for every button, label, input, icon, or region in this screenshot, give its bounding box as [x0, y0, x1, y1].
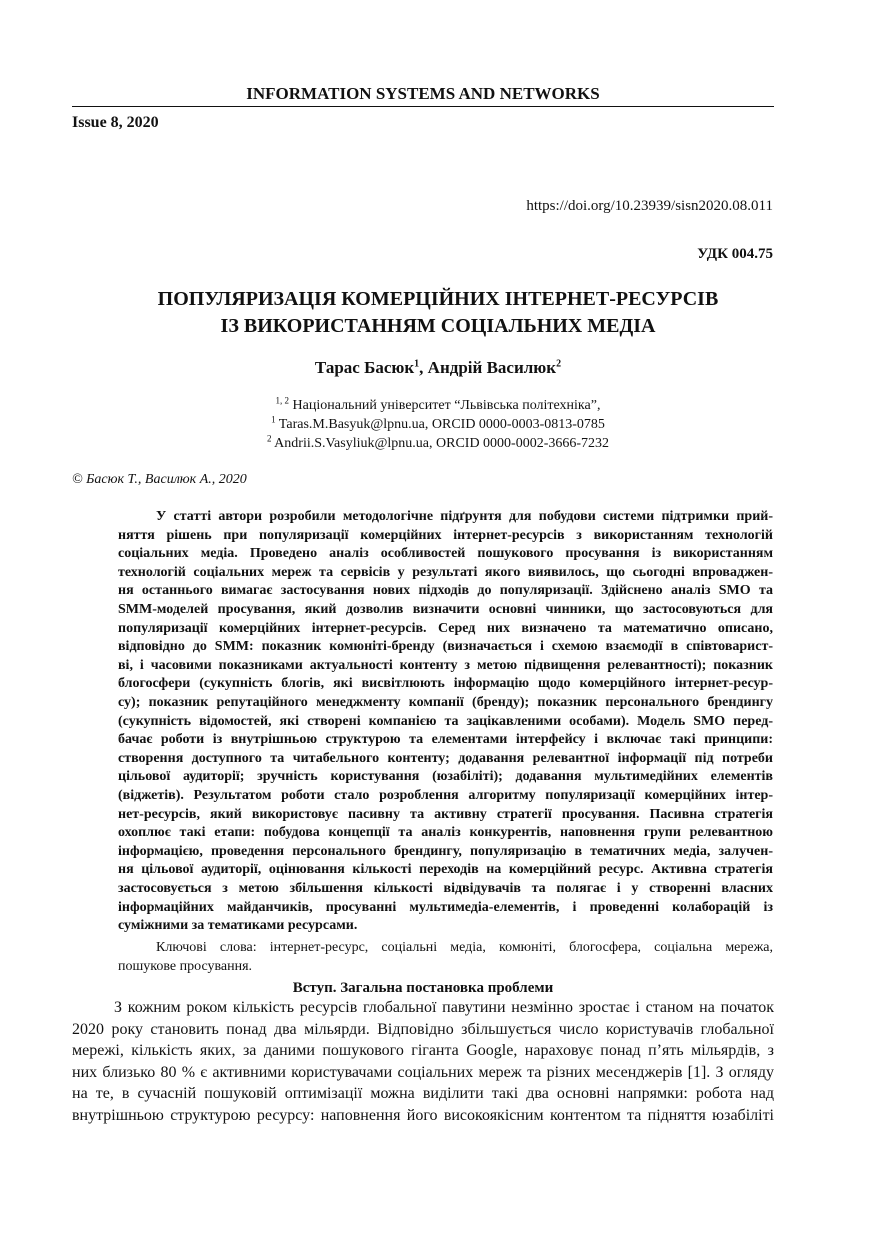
abstract-line: бачає роботи із внутрішньою структурою та елементами інтерфейсу і включає такі принципи:	[118, 732, 773, 748]
header-rule	[72, 106, 774, 107]
affiliation-text: Taras.M.Basyuk@lpnu.ua, ORCID 0000-0003-0813-0785	[275, 417, 605, 432]
affiliation-sup: 1, 2	[275, 395, 290, 406]
abstract-line: ня цільової аудиторії, оцінювання кількості переходів на комерційний ресурс. Активна стратегія	[118, 862, 773, 878]
abstract-line: відповідно до SMM: показник комюніті-бренду (визначається і схемою взаємодії в співтоварист-	[118, 639, 773, 655]
author-name: Тарас Басюк	[314, 358, 415, 377]
affiliation-sup: 2	[266, 433, 272, 444]
abstract-line: ві, і часовими показниками актуальності контенту з метою підвищення релевантності); показник	[118, 657, 773, 673]
abstract-line: ня останнього вимагає застосування нових підходів до популяризації. Здійснено аналіз SMO та	[118, 583, 773, 599]
abstract-line: застосовується з метою збільшення кількості відвідувачів та полягає і у створенні власних	[118, 881, 773, 896]
abstract-line: соціальних медіа. Проведено аналіз особливостей пошукового просування із використанням	[118, 546, 773, 562]
doi-link[interactable]: https://doi.org/10.23939/sisn2020.08.011	[526, 198, 773, 214]
abstract-line: створення доступного та читабельного контенту; додавання релевантної інформації під потреби	[118, 750, 773, 766]
author-name: Андрій Василюк	[427, 358, 557, 377]
keywords-line: Ключові слова: інтернет-ресурс, соціальні медіа, комюніті, блогосфера, соціальна мережа,	[156, 940, 773, 955]
abstract-line: няття рішень при популяризації комерційних інтернет-ресурсів з використанням технологій	[118, 527, 773, 543]
author-sup: 2	[556, 358, 562, 370]
affiliation-text: Andrii.S.Vasyliuk@lpnu.ua, ORCID 0000-0002-3666-7232	[271, 436, 610, 451]
body-line: них близько 80 % є активними користувачами соціальних мереж та різних месенджерів [1]. З огляду	[72, 1063, 774, 1081]
keywords-line: пошукове просування.	[118, 958, 253, 974]
authors	[0, 358, 876, 378]
body-line: мережі, кількість яких, за даними пошукового гіганта Google, нараховує понад п’ять мільярдів, з	[72, 1042, 774, 1060]
author-sup: 1	[414, 358, 420, 370]
abstract-line: нет-ресурсів, який використовує пасивну та активну стратегії просування. Пасивна стратегія	[118, 806, 773, 822]
abstract-line: (сукупність відомостей, які створені компанією та зацікавленими особами). Модель SMO перед-	[118, 713, 773, 729]
abstract-line: У статті автори розробили методологічне підґрунтя для побудови системи підтримки прий-	[156, 509, 773, 524]
abstract-line: інформацією, проведення персонального брендингу, популяризацію в тематичних медіа, залучен-	[118, 843, 773, 859]
abstract-line: технологій соціальних мереж та сервісів у результаті якого виявилось, що сьогодні впроваджен-	[118, 564, 773, 580]
body-line: 2020 року становить понад два мільярди. Відповідно збільшується число користувачів глобальної	[72, 1020, 774, 1038]
journal-name: INFORMATION SYSTEMS AND NETWORKS	[246, 84, 600, 103]
issue-label: Issue 8, 2020	[72, 114, 159, 131]
author-separator: ,	[419, 358, 428, 377]
abstract-line: цільової аудиторії; зручність користування (юзабіліті); додавання мультимедійних елементів	[118, 769, 773, 785]
abstract-line: охоплює такі етапи: побудова концепції та аналіз конкурентів, наповнення групи релевантною	[118, 825, 773, 841]
abstract-line: інформаційних майданчиків, просуванні мультимедіа-елементів, і проведенні колаборацій із	[118, 899, 773, 915]
section-heading: Вступ. Загальна постановка проблеми	[292, 980, 554, 996]
affiliation-sup: 1	[271, 414, 276, 425]
abstract-line: суміжними за тематиками ресурсами.	[118, 918, 358, 934]
author-contact	[0, 435, 876, 453]
abstract-line: SMM-моделей просування, який дозволив визначити основні чинники, що застосовуються для	[118, 602, 773, 617]
abstract-line: популяризації комерційних інтернет-ресурсів. Серед них визначено та математично описано,	[118, 620, 773, 636]
udk-code: УДК 004.75	[697, 246, 773, 262]
body-line: З кожним роком кількість ресурсів глобальної павутини незмінно зростає і станом на початок	[114, 999, 774, 1016]
author-contact	[0, 416, 876, 434]
article-title-line-2: ІЗ ВИКОРИСТАННЯМ СОЦІАЛЬНИХ МЕДІА	[220, 315, 656, 337]
abstract-line: блогосфери (сукупність блогів, які висвітлюють інформацію щодо комерційного інтернет-ресур-	[118, 676, 773, 692]
abstract-line: су); показник репутаційного менеджменту компанії (бренду); показник персонального брендингу	[118, 695, 773, 710]
abstract-line: (віджетів). Результатом роботи стало розроблення алгоритму популяризації комерційних інтер-	[118, 788, 773, 803]
affiliation-text: Національний університет “Львівська політехніка”,	[289, 398, 601, 413]
body-line: внутрішньою структурою ресурсу: наповнення його високоякісним контентом та підняття юзабіліті	[72, 1107, 774, 1124]
copyright: © Басюк Т., Василюк А., 2020	[72, 472, 247, 487]
article-title-line-1: ПОПУЛЯРИЗАЦІЯ КОМЕРЦІЙНИХ ІНТЕРНЕТ-РЕСУРСІВ	[157, 288, 719, 310]
affiliation	[0, 397, 876, 415]
body-line: на те, в сучасній пошуковій оптимізації можна виділити такі два основні напрямки: робота над	[72, 1085, 774, 1103]
